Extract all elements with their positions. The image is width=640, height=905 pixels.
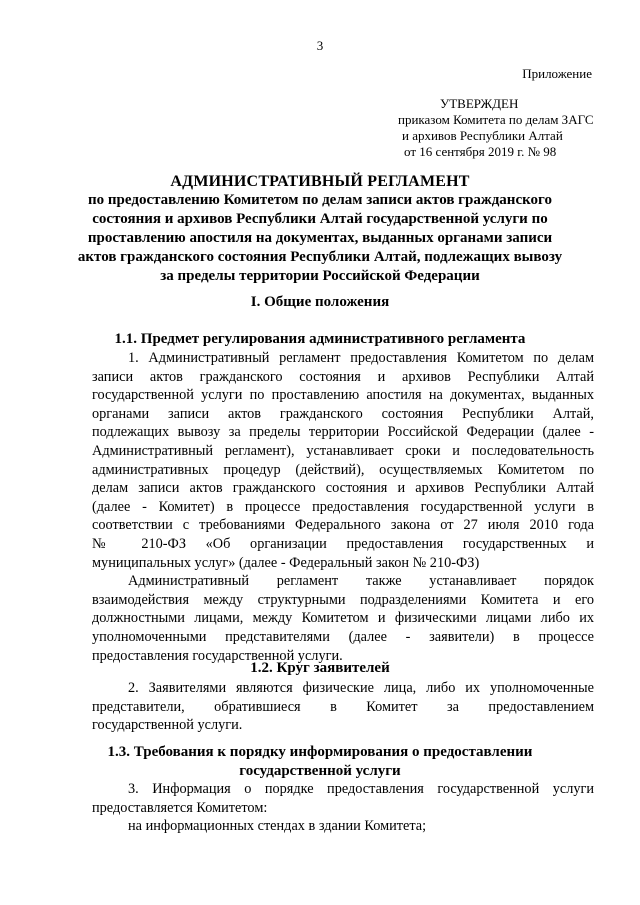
text-line: уполномоченными представителями (далее - заявители) в процессе	[92, 628, 594, 645]
text-line: представители, обратившиеся в Комитет за предоставлением	[92, 698, 594, 715]
title-line: за пределы территории Российской Федерации	[160, 268, 480, 284]
text-line: Административный регламент также устанавливает порядок	[128, 573, 594, 590]
appendix-label: Приложение	[522, 66, 592, 81]
title-line: актов гражданского состояния Республики Алтай, подлежащих вывозу	[77, 249, 563, 265]
text-line: государственной услуги.	[92, 717, 243, 734]
text-line: 1. Административный регламент предоставления Комитетом по делам	[128, 350, 594, 366]
text-line: 2. Заявителями являются физические лица, либо их уполномоченные	[128, 680, 594, 696]
title-main: АДМИНИСТРАТИВНЫЙ РЕГЛАМЕНТ	[170, 173, 470, 190]
text-line: взаимодействия между структурными подразделениями Комитета и его	[92, 591, 594, 608]
text-line: 3. Информация о порядке предоставления государственной услуги	[128, 781, 594, 797]
text-line: административных процедур (действий), осуществляемых Комитетом по	[92, 461, 594, 478]
paragraph-1	[92, 349, 594, 665]
text-line: записи актов гражданского состояния и архивов Республики Алтай	[92, 368, 594, 385]
text-line: подлежащих вывозу за пределы территории Российской Федерации (далее -	[92, 424, 594, 441]
subsection-heading: 1.2. Круг заявителей	[250, 660, 390, 676]
subsection-heading	[0, 743, 640, 781]
page-number: 3	[316, 38, 324, 53]
text-line: делам записи актов гражданского состояния и архивов Республики Алтай	[92, 480, 594, 497]
text-line: (далее - Комитет) в процессе предоставления государственной услуги в	[92, 498, 594, 515]
approved-label: УТВЕРЖДЕН	[440, 96, 519, 111]
subsection-heading: 1.1. Предмет регулирования административного регламента	[114, 331, 526, 347]
paragraph-3	[92, 679, 594, 735]
subsection-heading-line: государственной услуги	[239, 763, 401, 779]
document-title	[0, 172, 640, 286]
text-line: на информационных стендах в здании Комитета;	[128, 818, 427, 835]
text-line: муниципальных услуг» (далее - Федеральный закон № 210-ФЗ)	[92, 554, 480, 571]
paragraph-4	[92, 780, 594, 836]
text-line: № 210-ФЗ «Об организации предоставления государственных и	[92, 535, 594, 552]
title-line: по предоставлению Комитетом по делам записи актов гражданского	[88, 192, 552, 208]
text-line: предоставления государственной услуги.	[92, 647, 343, 664]
order-line: приказом Комитета по делам ЗАГС	[398, 112, 594, 127]
subsection-heading-line: 1.3. Требования к порядку информирования о предоставлении	[107, 744, 533, 760]
section-heading: I. Общие положения	[250, 294, 390, 310]
order-line: от 16 сентября 2019 г. № 98	[404, 144, 557, 159]
text-line: предоставляется Комитетом:	[92, 799, 268, 816]
order-reference	[398, 112, 594, 160]
title-line: состояния и архивов Республики Алтай государственной услуги по	[92, 211, 548, 227]
text-line: соответствии с требованиями Федерального закона от 27 июля 2010 года	[92, 517, 594, 534]
text-line: органами записи актов гражданского состояния Республики Алтай,	[92, 405, 594, 422]
text-line: должностными лицами, между Комитетом и физическими лицами либо их	[92, 610, 594, 627]
order-line: и архивов Республики Алтай	[402, 128, 563, 143]
text-line: Административный регламент), устанавливает сроки и последовательность	[92, 442, 594, 459]
text-line: государственной услуги по проставлению апостиля на документах, выданных	[92, 387, 594, 404]
title-line: проставлению апостиля на документах, выданных органами записи	[87, 230, 553, 246]
